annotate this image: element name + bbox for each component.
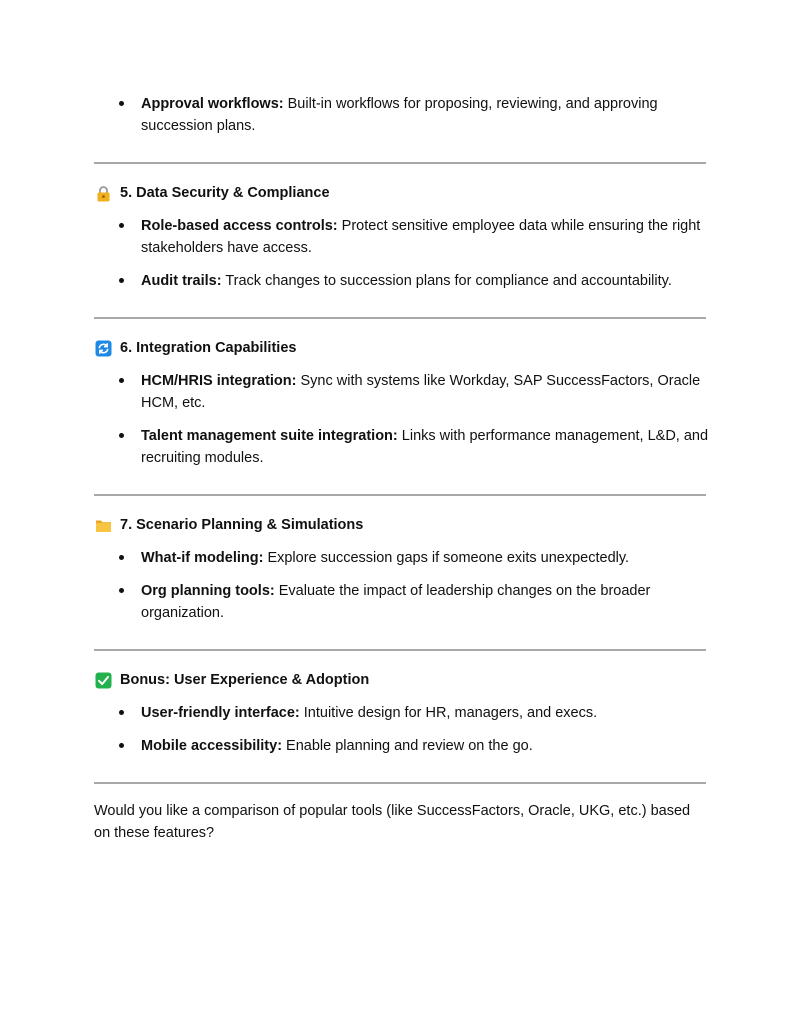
- section-list: [141, 215, 711, 259]
- list-item: [141, 547, 711, 569]
- item-term: Org planning tools:: [141, 583, 275, 599]
- item-text: Enable planning and review on the go.: [282, 738, 533, 754]
- item-term: User-friendly interface:: [141, 705, 300, 721]
- section-divider: [94, 162, 706, 164]
- approval-list: [141, 93, 711, 137]
- section-list: [141, 425, 711, 469]
- item-text: Protect sensitive employee data while ensuring the right stakeholders have access.: [141, 218, 701, 256]
- section-list: [141, 370, 711, 414]
- item-text: Sync with systems like Workday, SAP SuccessFactors, Oracle HCM, etc.: [141, 373, 701, 411]
- list-item: [141, 93, 711, 137]
- list-item: [141, 702, 711, 724]
- item-term: Role-based access controls:: [141, 218, 338, 234]
- sync-icon: [95, 340, 112, 357]
- closing-question: Would you like a comparison of popular tools (like SuccessFactors, Oracle, UKG, etc.) based on these features?: [94, 803, 691, 841]
- item-term: HCM/HRIS integration:: [141, 373, 297, 389]
- item-term: What-if modeling:: [141, 550, 264, 566]
- section-title: 5. Data Security & Compliance: [120, 185, 330, 201]
- list-item: [141, 215, 711, 259]
- item-text: Explore succession gaps if someone exits unexpectedly.: [263, 550, 630, 566]
- section-list: [141, 580, 711, 624]
- item-text: Links with performance management, L&D, and recruiting modules.: [141, 428, 709, 466]
- section-divider: [94, 494, 706, 496]
- item-text: Track changes to succession plans for compliance and accountability.: [221, 273, 672, 289]
- section-divider: [94, 649, 706, 651]
- list-item: [141, 580, 711, 624]
- section-title: 6. Integration Capabilities: [120, 340, 297, 356]
- list-item: [141, 370, 711, 414]
- section-divider: [94, 782, 706, 784]
- section-list: [141, 547, 711, 569]
- item-text: Evaluate the impact of leadership changes on the broader organization.: [141, 583, 651, 621]
- section-divider: [94, 317, 706, 319]
- section-heading: [95, 337, 296, 359]
- section-heading: [95, 514, 363, 536]
- section-title: 7. Scenario Planning & Simulations: [120, 517, 364, 533]
- section-list: [141, 702, 711, 724]
- item-text: Intuitive design for HR, managers, and execs.: [299, 705, 598, 721]
- section-title: Bonus: User Experience & Adoption: [120, 672, 370, 688]
- item-text: Built-in workflows for proposing, reviewing, and approving succession plans.: [141, 96, 658, 134]
- section-list: [141, 735, 711, 757]
- item-term: Audit trails:: [141, 273, 222, 289]
- section-heading: [95, 182, 330, 204]
- item-term: Approval workflows:: [141, 96, 284, 112]
- list-item: [141, 270, 711, 292]
- list-item: [141, 425, 711, 469]
- section-list: [141, 270, 711, 292]
- item-term: Talent management suite integration:: [141, 428, 398, 444]
- folder-icon: [95, 517, 112, 534]
- item-term: Mobile accessibility:: [141, 738, 283, 754]
- section-heading: [95, 669, 369, 691]
- list-item: [141, 735, 711, 757]
- check-icon: [95, 672, 112, 689]
- lock-icon: [95, 185, 112, 202]
